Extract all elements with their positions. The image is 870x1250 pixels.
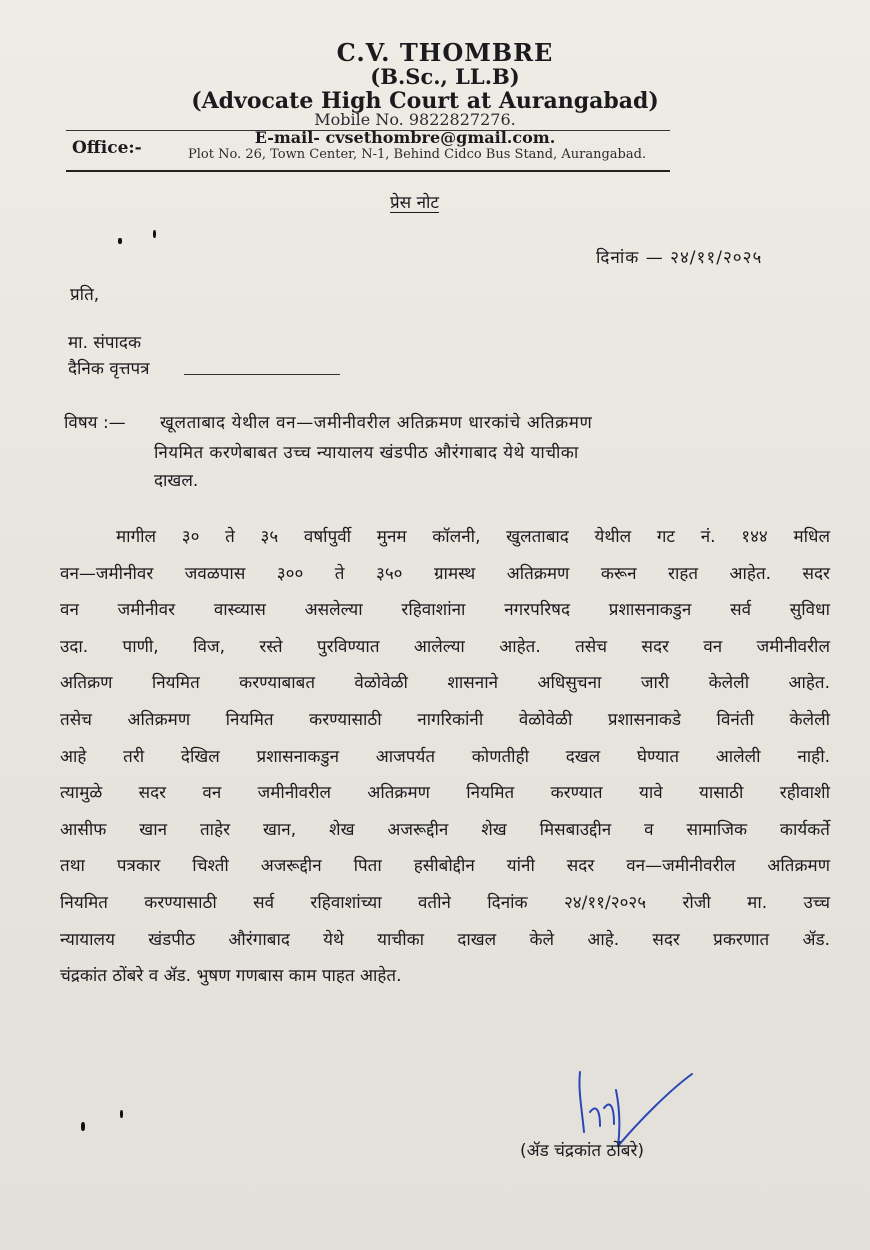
office-address: Plot No. 26, Town Center, N-1, Behind Cidco Bus Stand, Aurangabad. — [188, 147, 647, 162]
body-line: चंद्रकांत ठोंबरे व ॲड. भुषण गणबास काम पाहत आहेत. — [60, 966, 402, 987]
advocate-degree: (B.Sc., LL.B) — [370, 64, 520, 89]
scan-speck — [153, 230, 156, 238]
body-line: आहे तरी देखिल प्रशासनाकडुन आजपर्यत कोणतीही दखल घेण्यात आलेली नाही. — [60, 746, 830, 767]
body-line: नियमित करण्यासाठी सर्व रहिवाशांच्या वतीने दिनांक २४/११/२०२५ रोजी मा. उच्च — [60, 892, 830, 913]
subject-line: नियमित करणेबाबत उच्च न्यायालय खंडपीठ औरंगाबाद येथे याचीका — [154, 443, 579, 463]
email-address: E-mail- cvsethombre@gmail.com. — [254, 128, 556, 147]
body-line: न्यायालय खंडपीठ औरंगाबाद येथे याचीका दाखल केले आहे. सदर प्रकरणात ॲड. — [60, 929, 830, 950]
newspaper-blank-line — [184, 374, 340, 375]
body-line: उदा. पाणी, विज, रस्ते पुरविण्यात आलेल्या आहेत. तसेच सदर वन जमीनीवरील — [60, 636, 830, 657]
date-line: दिनांक — २४/११/२०२५ — [596, 248, 763, 268]
scan-speck — [118, 238, 122, 244]
signatory-name: (ॲड चंद्रकांत ठोंबरे) — [520, 1141, 645, 1161]
body-line: आसीफ खान ताहेर खान, शेख अजरूद्दीन शेख मिसबाउद्दीन व सामाजिक कार्यकर्ते — [60, 819, 830, 840]
header-rule-bottom — [66, 170, 670, 172]
mobile-number: Mobile No. 9822827276. — [314, 110, 516, 129]
document-heading: प्रेस नोट — [390, 193, 439, 213]
subject-line: दाखल. — [154, 471, 199, 491]
advocate-name: C.V. THOMBRE — [336, 38, 554, 67]
advocate-designation: (Advocate High Court at Aurangabad) — [191, 88, 659, 114]
scan-speck — [81, 1122, 85, 1131]
body-line: अतिक्रण नियमित करण्याबाबत वेळोवेळी शासनाने अधिसुचना जारी केलेली आहेत. — [60, 673, 830, 694]
body-line: तथा पत्रकार चिश्ती अजरूद्दीन पिता हसीबोद्दीन यांनी सदर वन—जमीनीवरील अतिक्रमण — [60, 856, 830, 877]
body-paragraph — [60, 522, 830, 998]
subject-label: विषय :— — [64, 413, 126, 433]
body-line: तसेच अतिक्रमण नियमित करण्यासाठी नागरिकांनी वेळोवेळी प्रशासनाकडे विनंती केलेली — [60, 709, 830, 730]
recipient-editor: मा. संपादक — [68, 333, 142, 353]
body-line: मागील ३० ते ३५ वर्षापुर्वी मुनम कॉलनी, खुलताबाद येथील गट नं. १४४ मधिल — [116, 527, 830, 547]
scan-speck — [120, 1110, 123, 1118]
body-line: वन—जमीनीवर जवळपास ३०० ते ३५० ग्रामस्थ अतिक्रमण करून राहत आहेत. सदर — [60, 563, 830, 584]
office-label: Office:- — [72, 138, 142, 158]
body-line: वन जमीनीवर वास्व्यास असलेल्या रहिवाशांना नगरपरिषद प्रशासनाकडुन सर्व सुविधा — [60, 600, 830, 621]
body-line: त्यामुळे सदर वन जमीनीवरील अतिक्रमण नियमित करण्यात यावे यासाठी रहीवाशी — [60, 783, 830, 804]
subject-line: खूलताबाद येथील वन—जमीनीवरील अतिक्रमण धारकांचे अतिक्रमण — [160, 413, 593, 433]
recipient-newspaper: दैनिक वृत्तपत्र — [68, 359, 150, 379]
recipient-prati: प्रति, — [70, 285, 100, 305]
